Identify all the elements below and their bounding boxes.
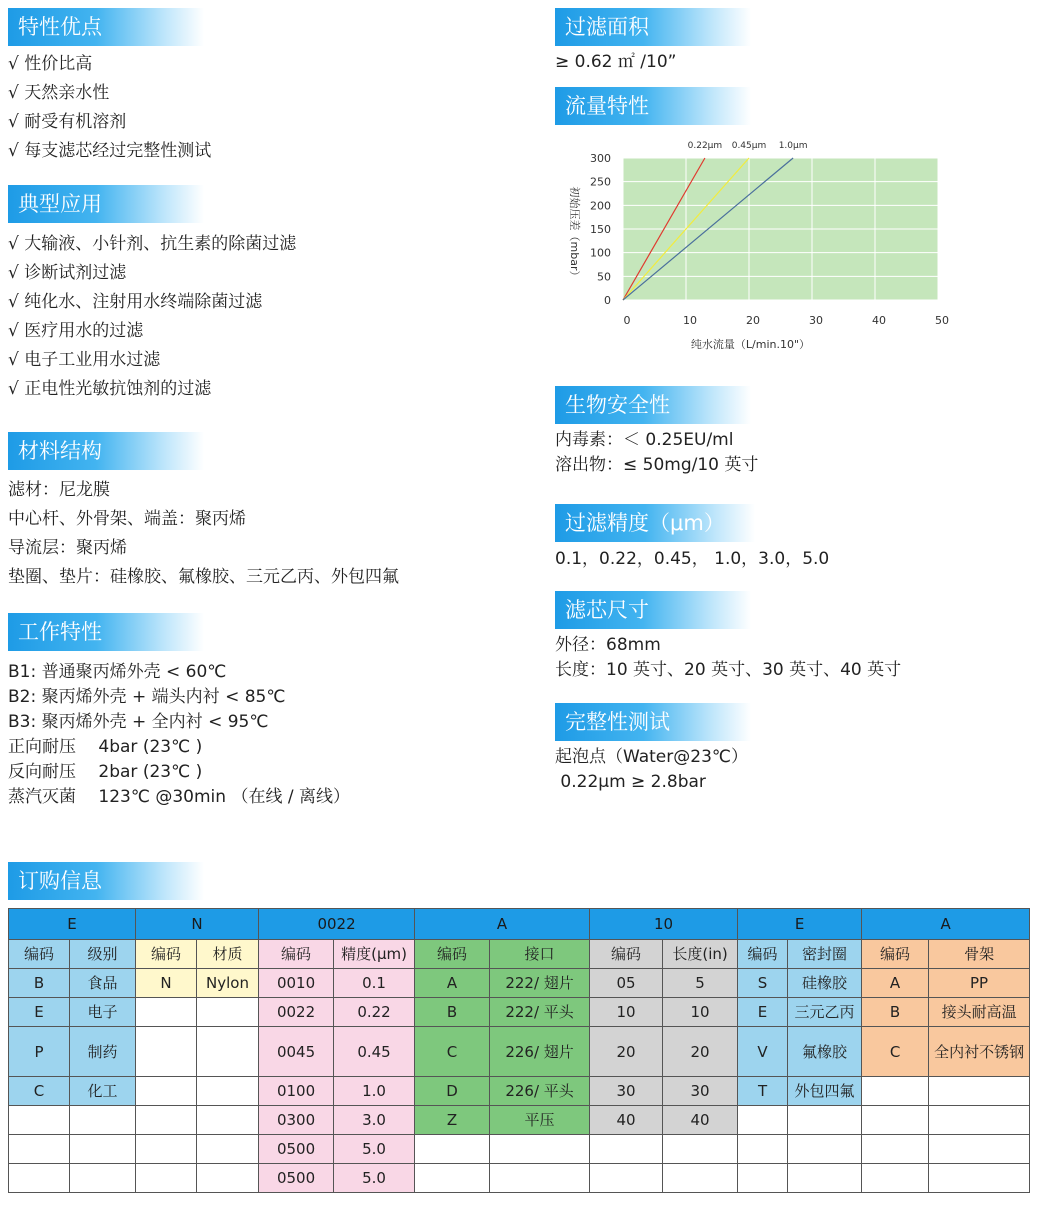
- subheader-cell: 密封圈: [788, 940, 862, 969]
- table-cell: 0500: [259, 1164, 334, 1193]
- table-cell: 226/ 翅片: [490, 1027, 590, 1077]
- list-item: 长度：10 英寸、20 英寸、30 英寸、40 英寸: [555, 660, 902, 680]
- table-cell: 硅橡胶: [788, 969, 862, 998]
- table-cell: 平压: [490, 1106, 590, 1135]
- table-cell: C: [415, 1027, 490, 1077]
- subheader-cell: 编码: [590, 940, 663, 969]
- table-cell: C: [862, 1027, 929, 1077]
- list-item: √ 纯化水、注射用水终端除菌过滤: [8, 292, 263, 312]
- y-tick-label: 200: [590, 199, 611, 213]
- list-item: 垫圈、垫片：硅橡胶、氟橡胶、三元乙丙、外包四氟: [8, 567, 399, 587]
- table-cell: 222/ 翅片: [490, 969, 590, 998]
- y-tick-label: 0: [604, 294, 611, 307]
- materials-list: [8, 476, 399, 592]
- table-cell: [663, 1135, 738, 1164]
- x-tick-label: 20: [746, 314, 760, 327]
- table-cell: P: [9, 1027, 70, 1077]
- applications-header: 典型应用: [8, 185, 204, 223]
- table-cell: [136, 1027, 197, 1077]
- table-cell: [788, 1106, 862, 1135]
- table-cell: [929, 1106, 1030, 1135]
- table-cell: B: [415, 998, 490, 1027]
- subheader-row: [9, 940, 1030, 969]
- area-value: ≥ 0.62 ㎡ /10”: [555, 52, 677, 72]
- order-table: [8, 908, 1030, 1193]
- features-header: 特性优点: [8, 8, 204, 46]
- x-tick-label: 10: [683, 314, 697, 327]
- integrity-list: [555, 745, 748, 795]
- list-item: √ 诊断试剂过滤: [8, 263, 127, 283]
- table-cell: S: [738, 969, 788, 998]
- table-cell: 5: [663, 969, 738, 998]
- list-item: √ 耐受有机溶剂: [8, 112, 127, 132]
- table-cell: [136, 1106, 197, 1135]
- table-cell: 10: [590, 998, 663, 1027]
- table-cell: 226/ 平头: [490, 1077, 590, 1106]
- x-tick-label: 40: [872, 314, 886, 327]
- subheader-cell: 编码: [862, 940, 929, 969]
- list-item: √ 天然亲水性: [8, 83, 110, 103]
- list-item: √ 电子工业用水过滤: [8, 350, 161, 370]
- table-cell: 20: [663, 1027, 738, 1077]
- table-cell: [197, 1135, 259, 1164]
- table-cell: [415, 1164, 490, 1193]
- table-cell: 0.22: [334, 998, 415, 1027]
- table-cell: E: [738, 998, 788, 1027]
- flow-header: 流量特性: [555, 87, 751, 125]
- x-tick-label: 50: [935, 314, 949, 327]
- table-cell: A: [415, 969, 490, 998]
- table-cell: [136, 1164, 197, 1193]
- table-cell: T: [738, 1077, 788, 1106]
- bio-list: [555, 428, 758, 478]
- table-cell: [9, 1106, 70, 1135]
- table-cell: 0500: [259, 1135, 334, 1164]
- list-item: 起泡点（Water@23℃）: [555, 747, 748, 767]
- table-cell: 5.0: [334, 1164, 415, 1193]
- table-cell: [862, 1164, 929, 1193]
- table-cell: [136, 1135, 197, 1164]
- table-cell: 外包四氟: [788, 1077, 862, 1106]
- list-item: B1: 普通聚丙烯外壳 < 60℃: [8, 662, 227, 682]
- list-item: √ 医疗用水的过滤: [8, 321, 144, 341]
- list-item: √ 正电性光敏抗蚀剂的过滤: [8, 379, 212, 399]
- table-cell: 化工: [70, 1077, 136, 1106]
- table-cell: [788, 1135, 862, 1164]
- table-cell: 40: [590, 1106, 663, 1135]
- table-cell: [738, 1164, 788, 1193]
- table-cell: E: [9, 998, 70, 1027]
- group-header-cell: A: [862, 909, 1030, 940]
- group-header-cell: E: [738, 909, 862, 940]
- series-label: 1.0μm: [778, 141, 808, 151]
- subheader-cell: 长度(in): [663, 940, 738, 969]
- table-cell: B: [9, 969, 70, 998]
- flow-chart: [555, 135, 955, 355]
- table-cell: [788, 1164, 862, 1193]
- working-list: [8, 660, 350, 810]
- table-cell: 0300: [259, 1106, 334, 1135]
- table-cell: [197, 1077, 259, 1106]
- table-cell: A: [862, 969, 929, 998]
- table-cell: [862, 1106, 929, 1135]
- table-cell: Nylon: [197, 969, 259, 998]
- table-cell: 电子: [70, 998, 136, 1027]
- table-row: [9, 1027, 1030, 1077]
- group-header-cell: A: [415, 909, 590, 940]
- group-header-cell: 0022: [259, 909, 415, 940]
- group-row: [9, 909, 1030, 940]
- table-cell: 5.0: [334, 1135, 415, 1164]
- group-header-cell: 10: [590, 909, 738, 940]
- series-label: 0.45μm: [731, 141, 767, 151]
- list-item: 导流层：聚丙烯: [8, 538, 127, 558]
- area-header: 过滤面积: [555, 8, 751, 46]
- group-header-cell: E: [9, 909, 136, 940]
- precision-header: 过滤精度（μm）: [555, 504, 755, 542]
- table-cell: [70, 1135, 136, 1164]
- table-cell: [590, 1164, 663, 1193]
- table-cell: D: [415, 1077, 490, 1106]
- table-cell: 1.0: [334, 1077, 415, 1106]
- list-item: √ 大输液、小针剂、抗生素的除菌过滤: [8, 234, 297, 254]
- table-cell: 食品: [70, 969, 136, 998]
- table-row: [9, 1077, 1030, 1106]
- list-item: √ 性价比高: [8, 54, 93, 74]
- working-header: 工作特性: [8, 613, 204, 651]
- y-tick-label: 150: [590, 223, 611, 236]
- table-cell: [197, 1164, 259, 1193]
- subheader-cell: 编码: [259, 940, 334, 969]
- table-cell: [929, 1135, 1030, 1164]
- table-cell: 0.1: [334, 969, 415, 998]
- table-cell: [929, 1164, 1030, 1193]
- table-cell: [490, 1135, 590, 1164]
- subheader-cell: 级别: [70, 940, 136, 969]
- table-cell: 全内衬不锈钢: [929, 1027, 1030, 1077]
- table-cell: [663, 1164, 738, 1193]
- subheader-cell: 编码: [738, 940, 788, 969]
- list-item: 溶出物：≤ 50mg/10 英寸: [555, 455, 759, 475]
- table-cell: [738, 1106, 788, 1135]
- subheader-cell: 编码: [136, 940, 197, 969]
- table-cell: [136, 1077, 197, 1106]
- table-row: [9, 1164, 1030, 1193]
- table-cell: 0022: [259, 998, 334, 1027]
- table-cell: N: [136, 969, 197, 998]
- list-item: 反向耐压 2bar (23℃ ): [8, 762, 203, 782]
- table-cell: [136, 998, 197, 1027]
- integrity-header: 完整性测试: [555, 703, 751, 741]
- list-item: 中心杆、外骨架、端盖：聚丙烯: [8, 509, 246, 529]
- table-row: [9, 969, 1030, 998]
- table-cell: [929, 1077, 1030, 1106]
- table-cell: 30: [663, 1077, 738, 1106]
- group-header-cell: N: [136, 909, 259, 940]
- table-cell: 40: [663, 1106, 738, 1135]
- table-cell: [862, 1077, 929, 1106]
- list-item: B3: 聚丙烯外壳 + 全内衬 < 95℃: [8, 712, 269, 732]
- table-cell: 20: [590, 1027, 663, 1077]
- list-item: 蒸汽灭菌 123℃ @30min （在线 / 离线）: [8, 787, 350, 807]
- table-cell: 氟橡胶: [788, 1027, 862, 1077]
- table-cell: [862, 1135, 929, 1164]
- table-cell: C: [9, 1077, 70, 1106]
- table-cell: 222/ 平头: [490, 998, 590, 1027]
- precision-value: 0.1，0.22，0.45， 1.0，3.0，5.0: [555, 549, 830, 569]
- table-cell: [590, 1135, 663, 1164]
- table-cell: [70, 1106, 136, 1135]
- table-cell: [415, 1135, 490, 1164]
- table-cell: 制药: [70, 1027, 136, 1077]
- table-cell: 10: [663, 998, 738, 1027]
- y-axis-label: 初始压差（mbar）: [568, 186, 581, 282]
- table-cell: Z: [415, 1106, 490, 1135]
- table-cell: 30: [590, 1077, 663, 1106]
- materials-header: 材料结构: [8, 432, 204, 470]
- table-cell: V: [738, 1027, 788, 1077]
- table-cell: B: [862, 998, 929, 1027]
- list-item: √ 每支滤芯经过完整性测试: [8, 141, 212, 161]
- list-item: B2: 聚丙烯外壳 + 端头内衬 < 85℃: [8, 687, 286, 707]
- y-tick-label: 300: [590, 152, 611, 165]
- table-row: [9, 1135, 1030, 1164]
- series-label: 0.22μm: [687, 141, 723, 151]
- table-row: [9, 1106, 1030, 1135]
- table-cell: [490, 1164, 590, 1193]
- bio-header: 生物安全性: [555, 386, 751, 424]
- table-row: [9, 998, 1030, 1027]
- table-cell: 三元乙丙: [788, 998, 862, 1027]
- table-cell: 05: [590, 969, 663, 998]
- table-cell: [197, 1027, 259, 1077]
- subheader-cell: 骨架: [929, 940, 1030, 969]
- table-cell: [9, 1164, 70, 1193]
- size-list: [555, 633, 901, 683]
- y-tick-label: 100: [590, 246, 611, 260]
- table-cell: 3.0: [334, 1106, 415, 1135]
- applications-list: [8, 230, 296, 404]
- table-cell: [70, 1164, 136, 1193]
- x-axis-label: 纯水流量（L/min.10"）: [690, 338, 811, 351]
- table-cell: 0045: [259, 1027, 334, 1077]
- table-cell: 0010: [259, 969, 334, 998]
- list-item: 正向耐压 4bar (23℃ ): [8, 737, 203, 757]
- size-header: 滤芯尺寸: [555, 591, 751, 629]
- list-item: 0.22μm ≥ 2.8bar: [555, 772, 706, 792]
- table-cell: [738, 1135, 788, 1164]
- table-cell: [9, 1135, 70, 1164]
- order-header: 订购信息: [8, 862, 204, 900]
- table-cell: PP: [929, 969, 1030, 998]
- table-cell: [197, 1106, 259, 1135]
- y-tick-label: 50: [597, 270, 611, 284]
- subheader-cell: 编码: [415, 940, 490, 969]
- table-cell: 接头耐高温: [929, 998, 1030, 1027]
- y-tick-label: 250: [590, 175, 611, 189]
- x-tick-label: 30: [809, 314, 823, 327]
- features-list: [8, 50, 211, 166]
- table-cell: [197, 998, 259, 1027]
- table-cell: 0100: [259, 1077, 334, 1106]
- list-item: 滤材：尼龙膜: [8, 480, 110, 500]
- table-cell: 0.45: [334, 1027, 415, 1077]
- subheader-cell: 精度(μm): [334, 940, 415, 969]
- subheader-cell: 接口: [490, 940, 590, 969]
- subheader-cell: 材质: [197, 940, 259, 969]
- x-tick-label: 0: [623, 314, 631, 327]
- list-item: 内毒素：＜ 0.25EU/ml: [555, 430, 734, 450]
- list-item: 外径：68mm: [555, 635, 661, 655]
- subheader-cell: 编码: [9, 940, 70, 969]
